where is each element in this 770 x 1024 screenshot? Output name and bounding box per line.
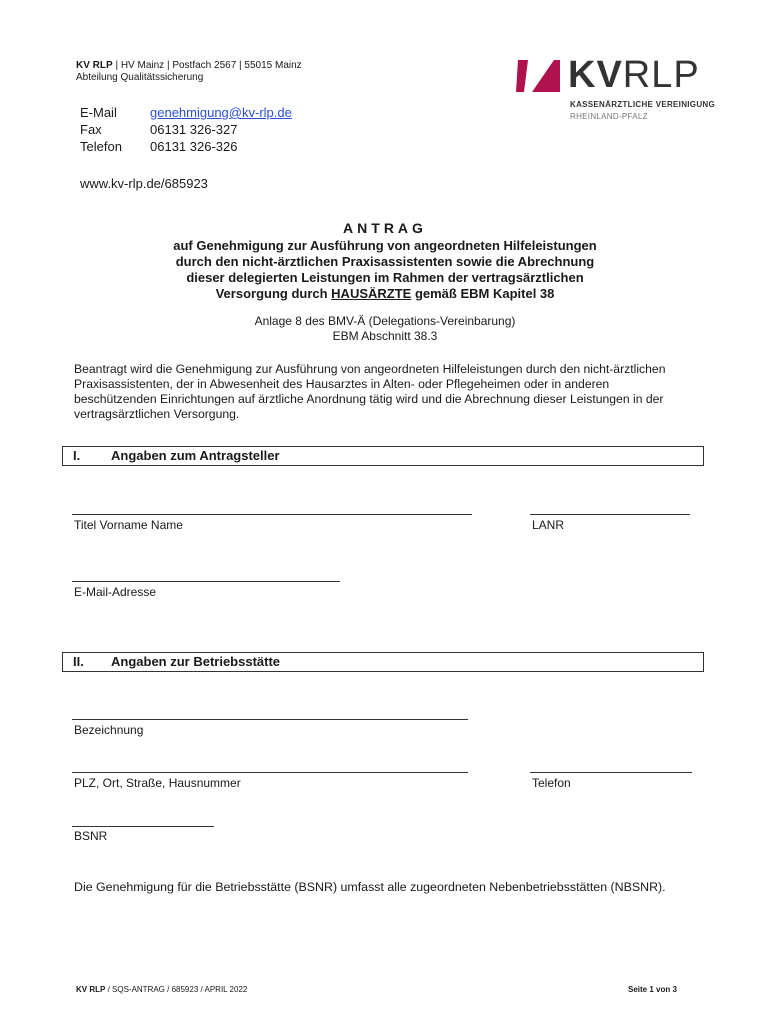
- subtitle-line-2: durch den nicht-ärztlichen Praxisassistenten sowie die Abrechnung: [175, 254, 595, 269]
- subtitle-line-1: auf Genehmigung zur Ausführung von angeordneten Hilfeleistungen: [173, 238, 597, 253]
- bezeichnung-field-label: Bezeichnung: [74, 723, 144, 737]
- bsnr-note: Die Genehmigung für die Betriebsstätte (BSNR) umfasst alle zugeordneten Nebenbetriebsstätten (NBSNR).: [74, 880, 666, 894]
- intro-paragraph: [74, 362, 694, 422]
- section-2-title: Angaben zur Betriebsstätte: [111, 654, 281, 669]
- logo-subline-1: KASSENÄRZTLICHE VEREINIGUNG: [570, 100, 715, 109]
- contact-fax-label: Fax: [80, 122, 102, 137]
- contact-phone-label: Telefon: [80, 139, 122, 154]
- address-field-label: PLZ, Ort, Straße, Hausnummer: [74, 776, 241, 790]
- subtitle-line-3: dieser delegierten Leistungen im Rahmen der vertragsärztlichen: [186, 270, 584, 285]
- phone-field-label: Telefon: [532, 776, 571, 790]
- contact-fax-row: [80, 121, 292, 138]
- bezeichnung-field-line[interactable]: [72, 719, 468, 720]
- intro-line-1: Beantragt wird die Genehmigung zur Ausführung von angeordneten Hilfeleistungen durch den nicht-ärztlichen: [74, 362, 666, 376]
- logo-text-kv: KV: [568, 54, 623, 96]
- logo-subline-2: RHEINLAND-PFALZ: [570, 112, 648, 121]
- footer-ref: / SQS-ANTRAG / 685923 / APRIL 2022: [105, 985, 248, 994]
- sender-department: Abteilung Qualitätssicherung: [76, 72, 204, 83]
- contact-email-row: [80, 104, 292, 121]
- contact-phone-value: 06131 326-326: [150, 139, 238, 154]
- document-heading: ANTRAG: [343, 220, 427, 236]
- footer-org: KV RLP: [76, 985, 106, 994]
- subtitle-line-4-pre: Versorgung durch: [215, 286, 332, 301]
- subtitle-line-4-post: gemäß EBM Kapitel 38: [411, 286, 555, 301]
- footer-reference: [76, 985, 247, 994]
- logo-text-rlp: RLP: [622, 54, 700, 96]
- address-field-line[interactable]: [72, 772, 468, 773]
- lanr-field-line[interactable]: [530, 514, 690, 515]
- contact-email-label: E-Mail: [80, 105, 117, 120]
- legal-reference: [60, 314, 710, 344]
- section-2-header: [62, 652, 704, 672]
- subtitle-line-4: [60, 286, 710, 302]
- name-field-label: Titel Vorname Name: [74, 518, 183, 532]
- sender-address-line: | HV Mainz | Postfach 2567 | 55015 Mainz: [112, 60, 302, 71]
- kvrlp-logo: [516, 54, 715, 126]
- contact-email-link[interactable]: genehmigung@kv-rlp.de: [150, 105, 292, 120]
- title-block: [60, 220, 710, 344]
- legal-reference-2: EBM Abschnitt 38.3: [332, 329, 438, 343]
- contact-block: [80, 104, 292, 155]
- email-field-label: E-Mail-Adresse: [74, 585, 157, 599]
- contact-fax-value: 06131 326-327: [150, 122, 238, 137]
- website-url: www.kv-rlp.de/685923: [80, 176, 208, 191]
- intro-line-3: beschützenden Einrichtungen auf ärztliche Anordnung tätig wird und die Abrechnung dieser Leistungen in der: [74, 392, 664, 406]
- logo-mark-icon: [516, 58, 560, 94]
- footer-page-number: Seite 1 von 3: [628, 985, 677, 994]
- contact-phone-row: [80, 138, 292, 155]
- document-subtitle: [60, 238, 710, 302]
- bsnr-field-line[interactable]: [72, 826, 214, 827]
- section-1-title: Angaben zum Antragsteller: [111, 448, 280, 463]
- intro-line-2: Praxisassistenten, der in Abwesenheit des Hausarztes in Alten- oder Pflegeheimen oder in anderen: [74, 377, 610, 391]
- section-1-number: I.: [73, 448, 81, 463]
- subtitle-line-4-underlined: HAUSÄRZTE: [331, 286, 412, 301]
- lanr-field-label: LANR: [532, 518, 565, 532]
- section-2-number: II.: [73, 654, 84, 669]
- sender-org: KV RLP: [76, 60, 113, 71]
- phone-field-line[interactable]: [530, 772, 692, 773]
- sender-address: [76, 60, 302, 84]
- name-field-line[interactable]: [72, 514, 472, 515]
- legal-reference-1: Anlage 8 des BMV-Ä (Delegations-Vereinbarung): [254, 314, 516, 328]
- bsnr-field-label: BSNR: [74, 829, 108, 843]
- section-1-header: [62, 446, 704, 466]
- intro-line-4: vertragsärztlichen Versorgung.: [74, 407, 240, 421]
- logo-wordmark: [568, 54, 700, 96]
- email-field-line[interactable]: [72, 581, 340, 582]
